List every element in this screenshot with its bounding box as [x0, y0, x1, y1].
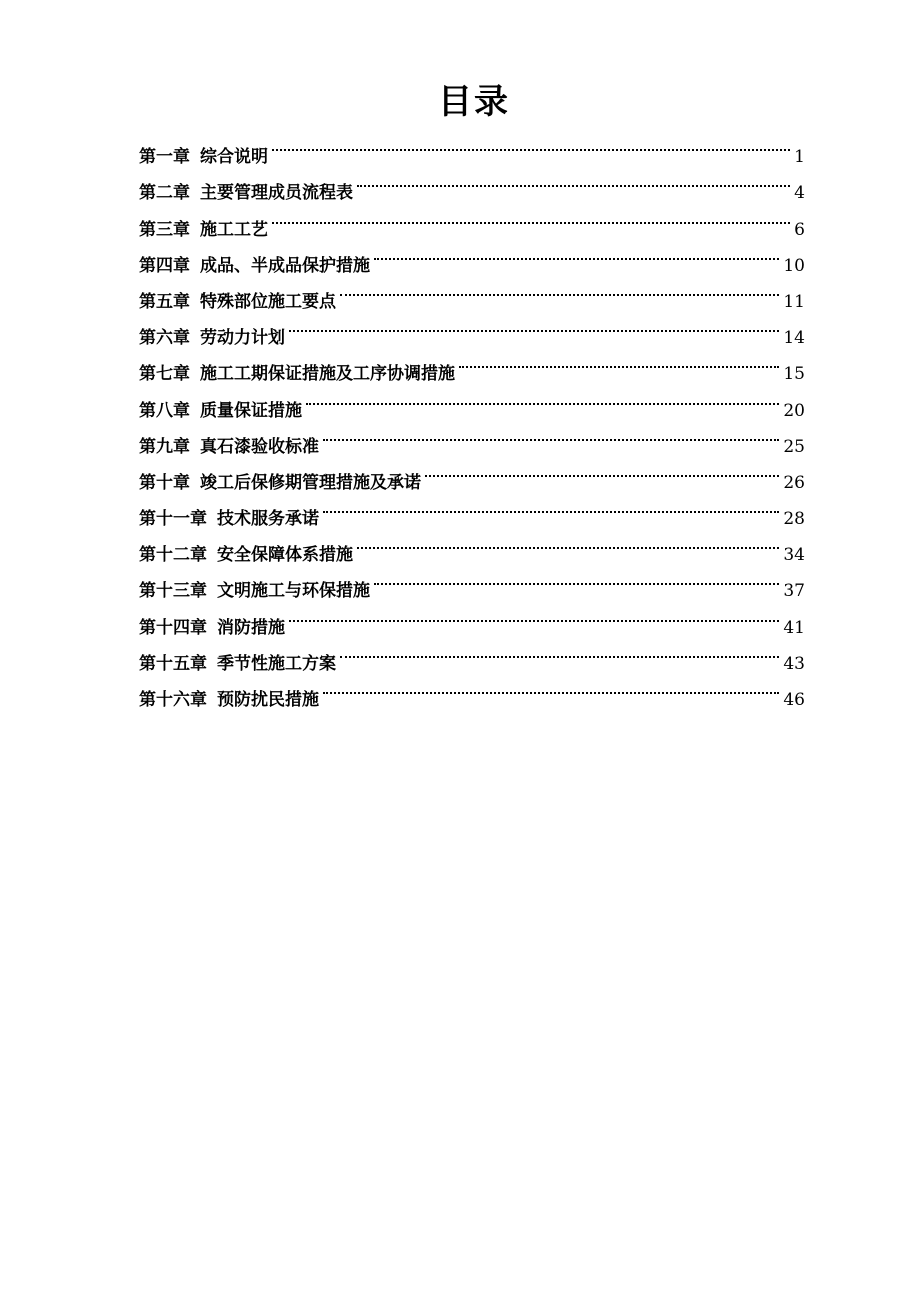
toc-dot-leader	[306, 379, 779, 415]
toc-chapter-title: 季节性施工方案	[217, 653, 336, 674]
toc-chapter-number: 第十章	[139, 472, 190, 493]
toc-entry[interactable]	[139, 126, 805, 168]
toc-page-number: 26	[783, 472, 805, 493]
toc-chapter-number: 第五章	[139, 291, 190, 312]
toc-chapter-title: 预防扰民措施	[217, 690, 319, 710]
toc-chapter-number: 第六章	[139, 328, 190, 349]
toc-page-number: 25	[783, 436, 805, 457]
toc-chapter-title: 质量保证措施	[200, 400, 302, 421]
toc-chapter-title: 消防措施	[217, 617, 285, 638]
toc-chapter-title: 主要管理成员流程表	[200, 183, 353, 204]
toc-chapter-number: 第一章	[139, 147, 190, 168]
page-title: 目录	[438, 82, 510, 122]
toc-chapter-number: 第十一章	[139, 509, 207, 530]
toc-chapter-number: 第八章	[139, 400, 190, 421]
toc-chapter-number: 第九章	[139, 436, 190, 457]
toc-chapter-title: 综合说明	[200, 147, 268, 168]
toc-list	[139, 126, 805, 710]
toc-page-number: 14	[783, 328, 805, 349]
toc-chapter-title: 施工工艺	[200, 219, 268, 240]
toc-dot-leader	[289, 307, 779, 343]
toc-chapter-number: 第十六章	[139, 690, 207, 710]
toc-page-number: 15	[783, 364, 805, 385]
toc-chapter-number: 第十四章	[139, 617, 207, 638]
toc-chapter-number: 第四章	[139, 255, 190, 276]
toc-dot-leader	[340, 633, 779, 669]
toc-dot-leader	[340, 271, 779, 307]
toc-page-number: 1	[794, 147, 805, 168]
toc-page-number: 46	[783, 690, 805, 710]
toc-chapter-number: 第二章	[139, 183, 190, 204]
toc-page-number: 41	[783, 617, 805, 638]
toc-dot-leader	[357, 524, 779, 560]
toc-dot-leader	[289, 596, 779, 632]
toc-page-number: 28	[783, 509, 805, 530]
toc-dot-leader	[323, 669, 779, 705]
toc-chapter-number: 第十二章	[139, 545, 207, 566]
toc-chapter-title: 真石漆验收标准	[200, 436, 319, 457]
toc-chapter-title: 安全保障体系措施	[217, 545, 353, 566]
toc-chapter-title: 成品、半成品保护措施	[200, 255, 370, 276]
toc-dot-leader	[357, 162, 790, 198]
toc-page-number: 43	[783, 653, 805, 674]
toc-dot-leader	[374, 560, 779, 596]
toc-dot-leader	[459, 343, 779, 379]
toc-chapter-title: 文明施工与环保措施	[217, 581, 370, 602]
toc-chapter-title: 施工工期保证措施及工序协调措施	[200, 364, 455, 385]
toc-dot-leader	[323, 488, 779, 524]
toc-chapter-number: 第七章	[139, 364, 190, 385]
toc-chapter-number: 第十三章	[139, 581, 207, 602]
toc-dot-leader	[374, 235, 779, 271]
toc-page-number: 37	[783, 581, 805, 602]
toc-page-number: 10	[783, 255, 805, 276]
toc-page-number: 6	[794, 219, 805, 240]
toc-chapter-title: 特殊部位施工要点	[200, 291, 336, 312]
toc-chapter-number: 第三章	[139, 219, 190, 240]
toc-chapter-title: 竣工后保修期管理措施及承诺	[200, 472, 421, 493]
toc-dot-leader	[323, 416, 779, 452]
toc-page-number: 20	[783, 400, 805, 421]
toc-dot-leader	[425, 452, 779, 488]
toc-page-number: 11	[783, 291, 805, 312]
toc-chapter-title: 劳动力计划	[200, 328, 285, 349]
toc-chapter-number: 第十五章	[139, 653, 207, 674]
toc-dot-leader	[272, 126, 790, 162]
toc-chapter-title: 技术服务承诺	[217, 509, 319, 530]
toc-dot-leader	[272, 198, 790, 234]
toc-page-number: 34	[783, 545, 805, 566]
toc-page-number: 4	[794, 183, 805, 204]
